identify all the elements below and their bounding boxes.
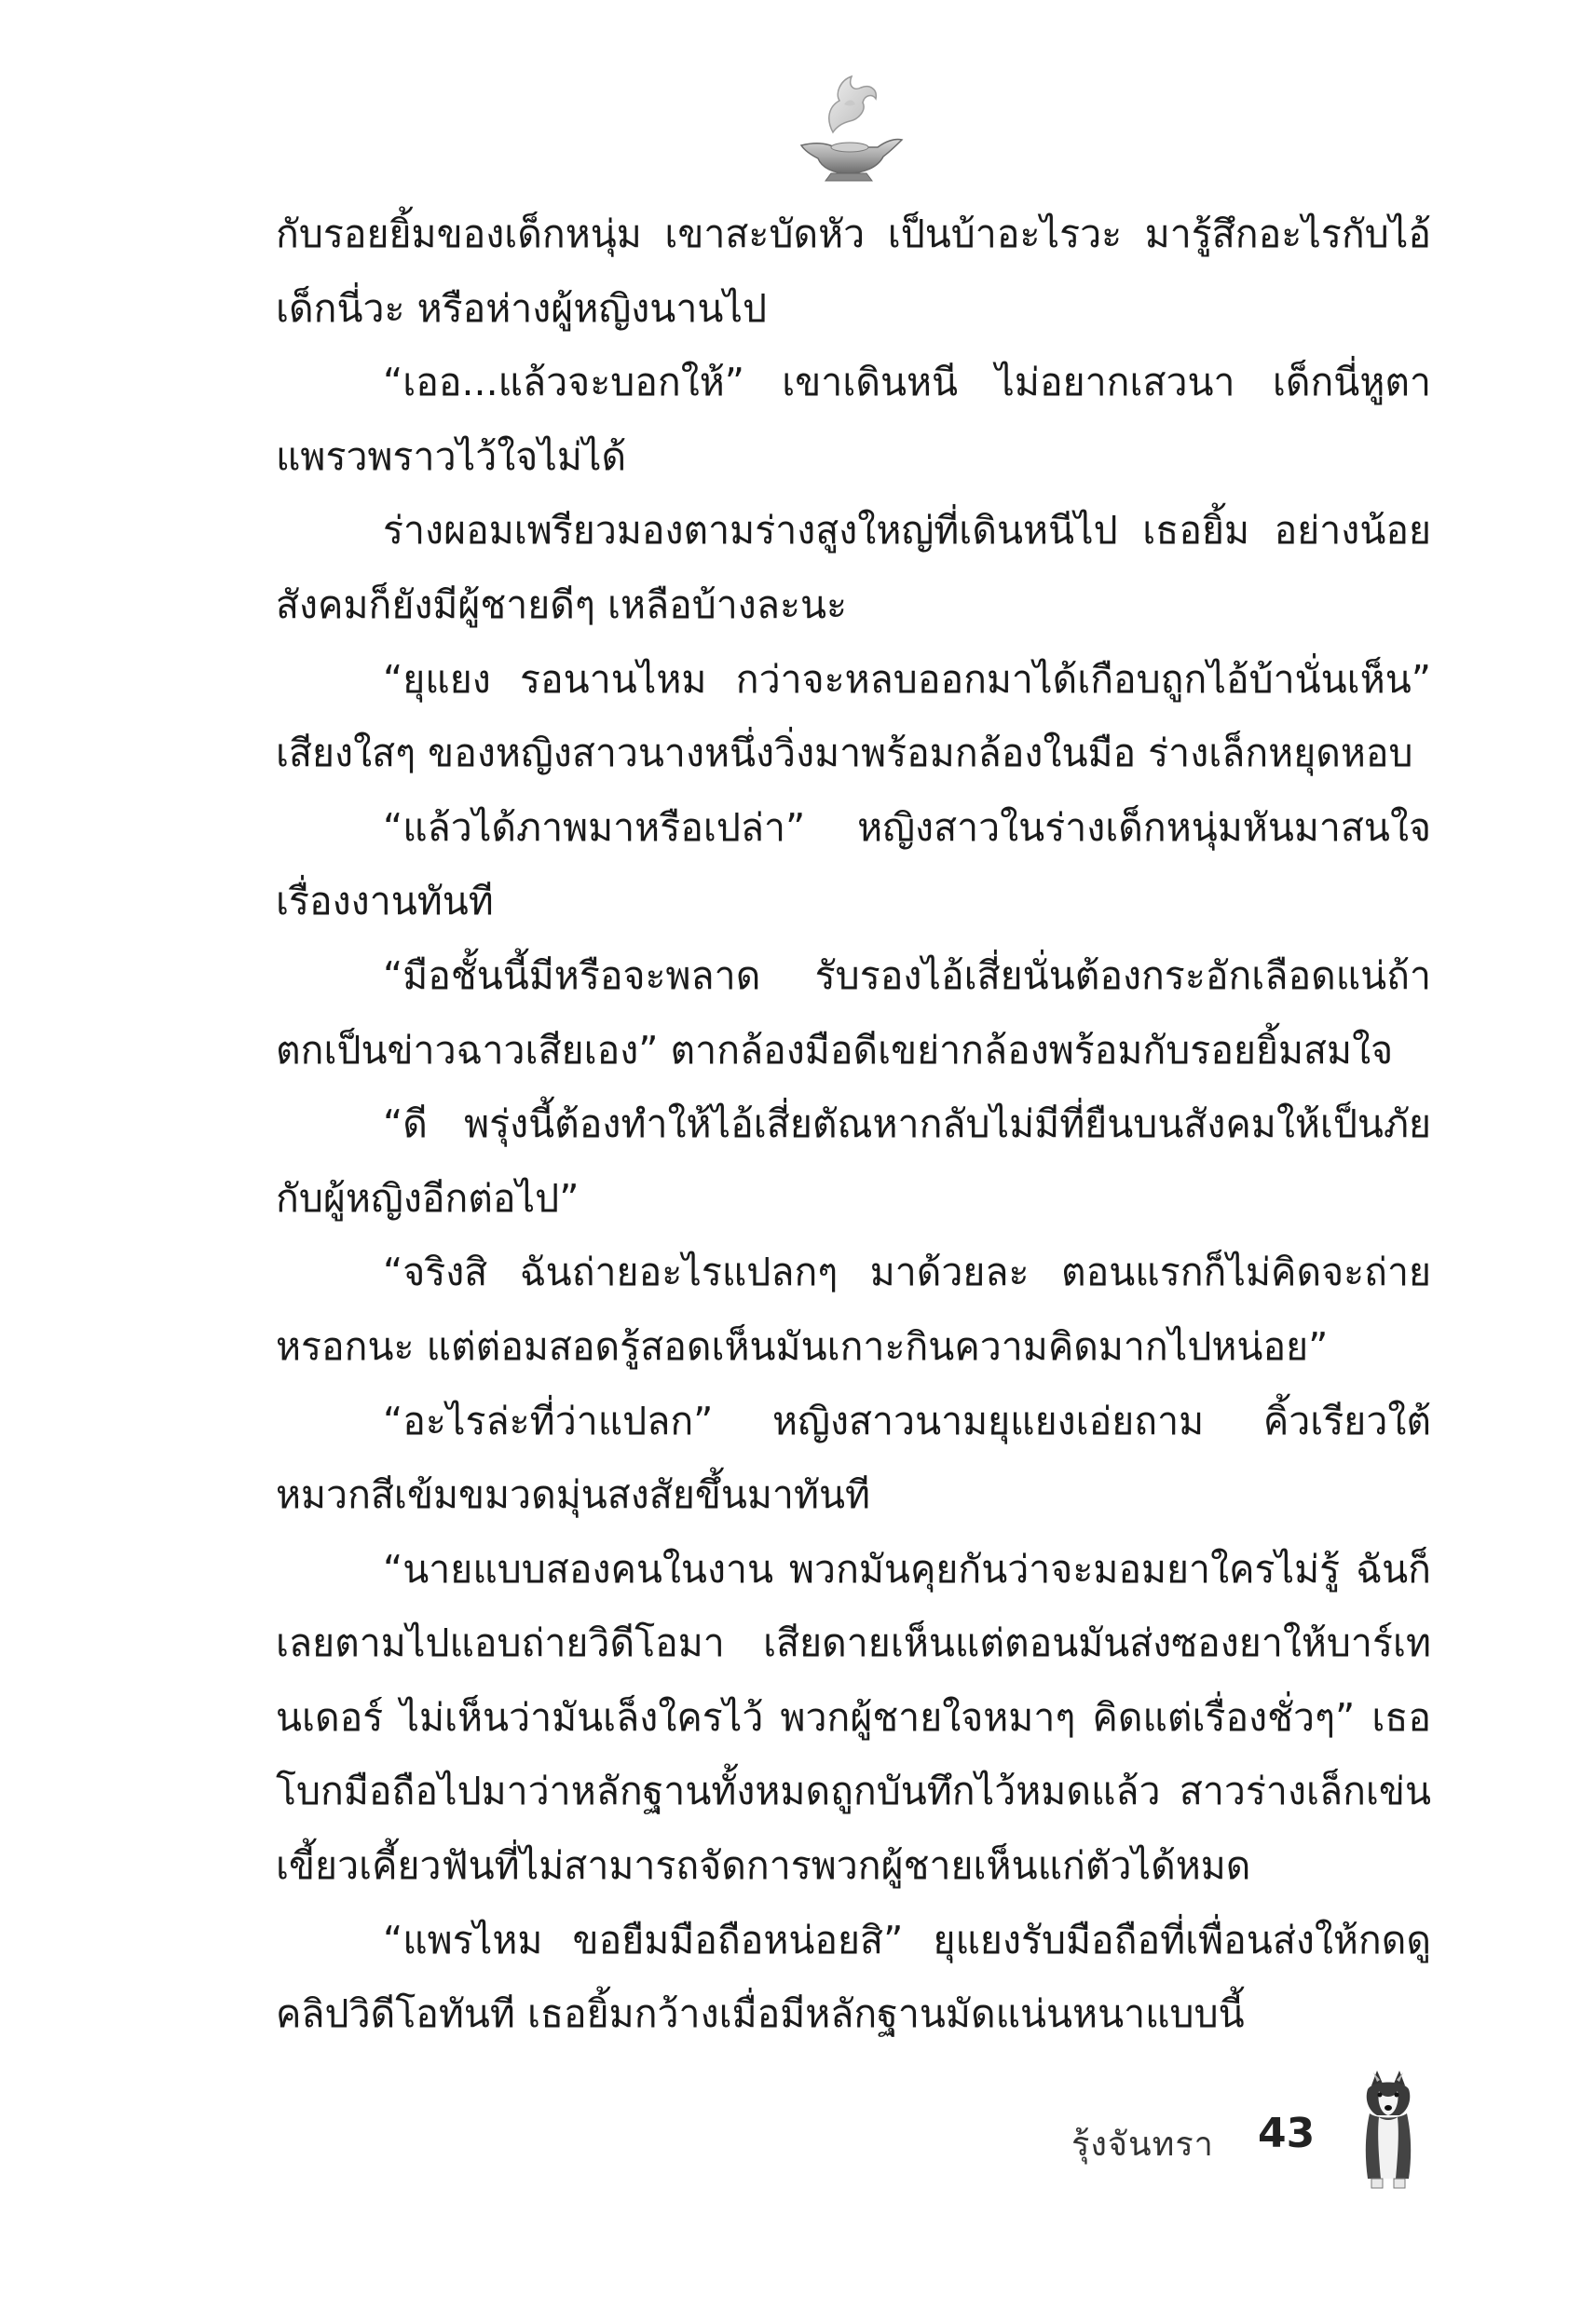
paragraph: ร่างผอมเพรียวมองตามร่างสูงใหญ่ที่เดินหนีไป เธอยิ้ม อย่างน้อยสังคมก็ยังมีผู้ชายดีๆ เหลือบ้างละนะ xyxy=(276,508,1431,627)
genie-lamp-icon xyxy=(788,67,909,188)
paragraph: “เออ...แล้วจะบอกให้” เขาเดินหนี ไม่อยากเสวนา เด็กนี่หูตาแพรวพราวไว้ใจไม่ได้ xyxy=(276,360,1431,479)
paragraph: “ดี พรุ่งนี้ต้องทำให้ไอ้เสี่ยตัณหากลับไม่มีที่ยืนบนสังคมให้เป็นภัยกับผู้หญิงอีกต่อไป” xyxy=(276,1101,1431,1221)
paragraph: “อะไรล่ะที่ว่าแปลก” หญิงสาวนามยุแยงเอ่ยถาม คิ้วเรียวใต้หมวกสีเข้มขมวดมุ่นสงสัยขึ้นมาทันที xyxy=(276,1398,1431,1518)
page-number: 43 xyxy=(1258,2110,1316,2157)
paragraph: “แล้วได้ภาพมาหรือเปล่า” หญิงสาวในร่างเด็กหนุ่มหันมาสนใจเรื่องงานทันที xyxy=(276,804,1431,924)
author-name: รุ้งจันทรา xyxy=(1071,2126,1214,2164)
paragraph: กับรอยยิ้มของเด็กหนุ่ม เขาสะบัดหัว เป็นบ้าอะไรวะ มารู้สึกอะไรกับไอ้เด็กนี่วะ หรือห่างผู้หญิงนานไป xyxy=(276,212,1431,331)
paragraph: “จริงสิ ฉันถ่ายอะไรแปลกๆ มาด้วยละ ตอนแรกก็ไม่คิดจะถ่ายหรอกนะ แต่ต่อมสอดรู้สอดเห็นมันเกาะกินความคิดมากไปหน่อย” xyxy=(276,1250,1431,1369)
paragraph: “มือชั้นนี้มีหรือจะพลาด รับรองไอ้เสี่ยนั่นต้องกระอักเลือดแน่ถ้าตกเป็นข่าวฉาวเสียเอง” ตากล้องมือดีเขย่ากล้องพร้อมกับรอยยิ้มสมใจ xyxy=(276,952,1431,1073)
page-footer xyxy=(1071,2097,1444,2236)
paragraph: “แพรไหม ขอยืมมือถือหน่อยสิ” ยุแยงรับมือถือที่เพื่อนส่งให้กดดูคลิปวิดีโอทันที เธอยิ้มกว้างเมื่อมีหลักฐานมัดแน่นหนาแบบนี้ xyxy=(276,1917,1431,2037)
paragraph: “นายแบบสองคนในงาน พวกมันคุยกันว่าจะมอมยาใครไม่รู้ ฉันก็เลยตามไปแอบถ่ายวิดีโอมา เสียดายเห็นแต่ตอนมันส่งซองยาให้บาร์เทนเดอร์ ไม่เห็นว่ามันเล็งใครไว้ พวกผู้ชายใจหมาๆ คิดแต่เรื่องชั่วๆ” เธอโบกมือถือไปมาว่าหลักฐานทั้งหมดถูกบันทึกไว้หมดแล้ว สาวร่างเล็กเข่นเขี้ยวเคี้ยวฟันที่ไม่สามารถจัดการพวกผู้ชายเห็นแก่ตัวได้หมด xyxy=(276,1546,1431,1889)
husky-dog-icon xyxy=(1351,2069,1425,2190)
paragraph: “ยุแยง รอนานไหม กว่าจะหลบออกมาได้เกือบถูกไอ้บ้านั่นเห็น” เสียงใสๆ ของหญิงสาวนางหนึ่งวิ่งมาพร้อมกล้องในมือ ร่างเล็กหยุดหอบ xyxy=(276,656,1431,776)
body-text xyxy=(276,198,1431,2052)
